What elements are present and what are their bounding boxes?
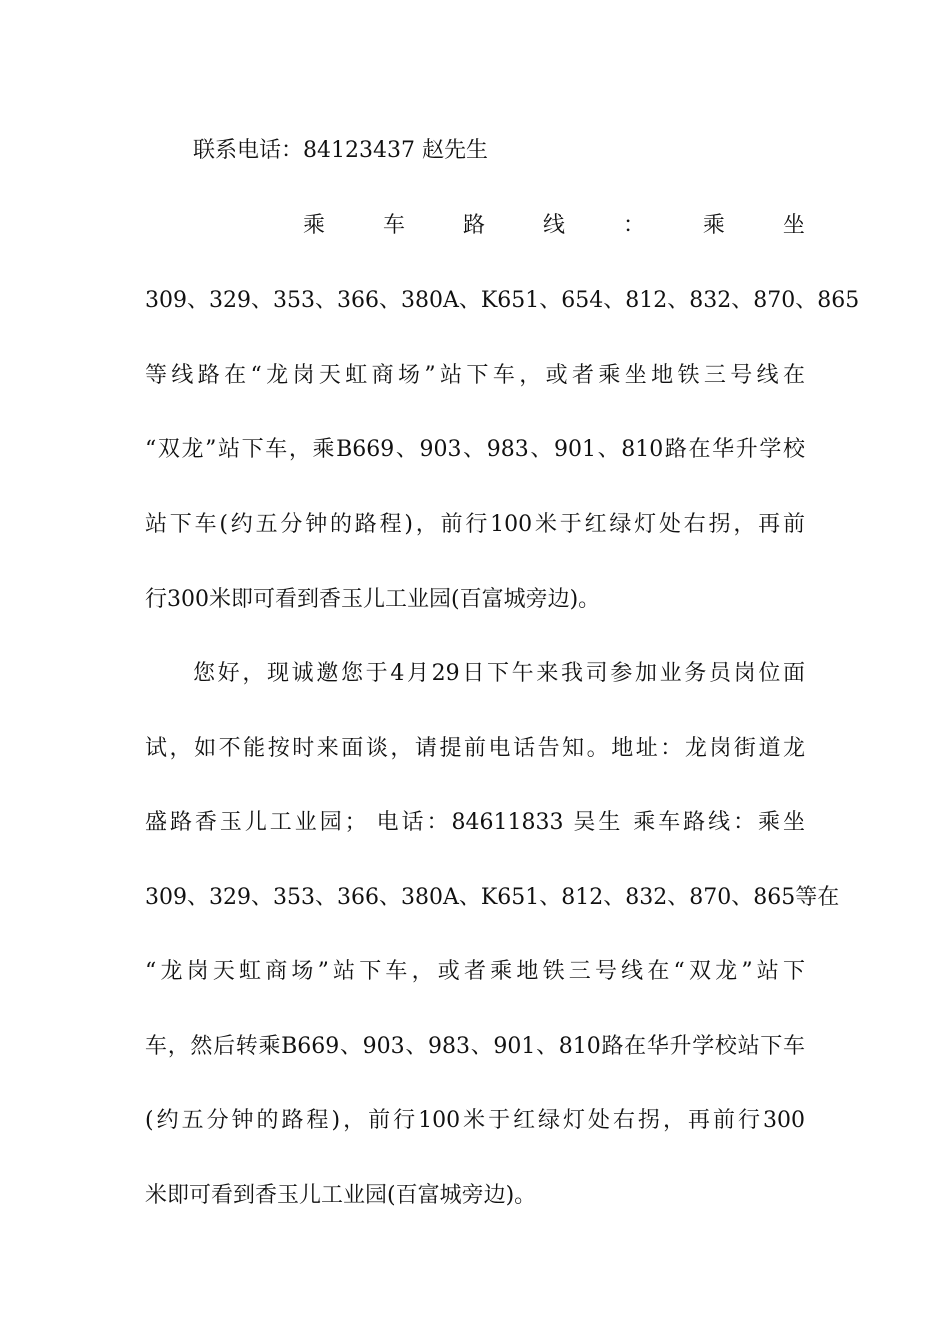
paragraph-line: 309、329、353、366、380A、K651、812、832、870、865等在 [145,885,840,910]
paragraph-line: 行300米即可看到香玉儿工业园(百富城旁边)。 [145,587,601,612]
route-heading-char: 路 [462,213,485,238]
route-heading-char: 坐 [782,213,805,238]
paragraph-line: 站下车(约五分钟的路程)，前行100米于红绿灯处右拐，再前 [145,512,805,537]
route-heading-char: ： [622,213,645,238]
paragraph-line: “双龙”站下车，乘B669、903、983、901、810路在华升学校 [145,437,805,462]
paragraph-line: 您好，现诚邀您于4月29日下午来我司参加业务员岗位面 [193,661,805,686]
paragraph-line: 米即可看到香玉儿工业园(百富城旁边)。 [145,1183,537,1208]
paragraph-line: 试，如不能按时来面谈，请提前电话告知。地址：龙岗街道龙 [145,736,805,761]
paragraph-line: 车，然后转乘B669、903、983、901、810路在华升学校站下车 [145,1034,805,1059]
paragraph-line: “龙岗天虹商场”站下车，或者乘地铁三号线在“双龙”站下 [145,959,805,984]
paragraph-line: 等线路在“龙岗天虹商场”站下车，或者乘坐地铁三号线在 [145,363,805,388]
route-heading-char: 乘 [303,213,326,238]
paragraph-line: (约五分钟的路程)，前行100米于红绿灯处右拐，再前行300 [145,1108,805,1133]
paragraph-line: 盛路香玉儿工业园； 电话：84611833 吴生 乘车路线：乘坐 [145,810,805,835]
route-heading-char: 乘 [702,213,725,238]
route-heading [303,206,805,246]
paragraph-line: 309、329、353、366、380A、K651、654、812、832、870、865 [145,288,860,313]
route-heading-char: 线 [542,213,565,238]
route-heading-char: 车 [382,213,405,238]
contact-line: 联系电话：84123437 赵先生 [193,138,488,163]
